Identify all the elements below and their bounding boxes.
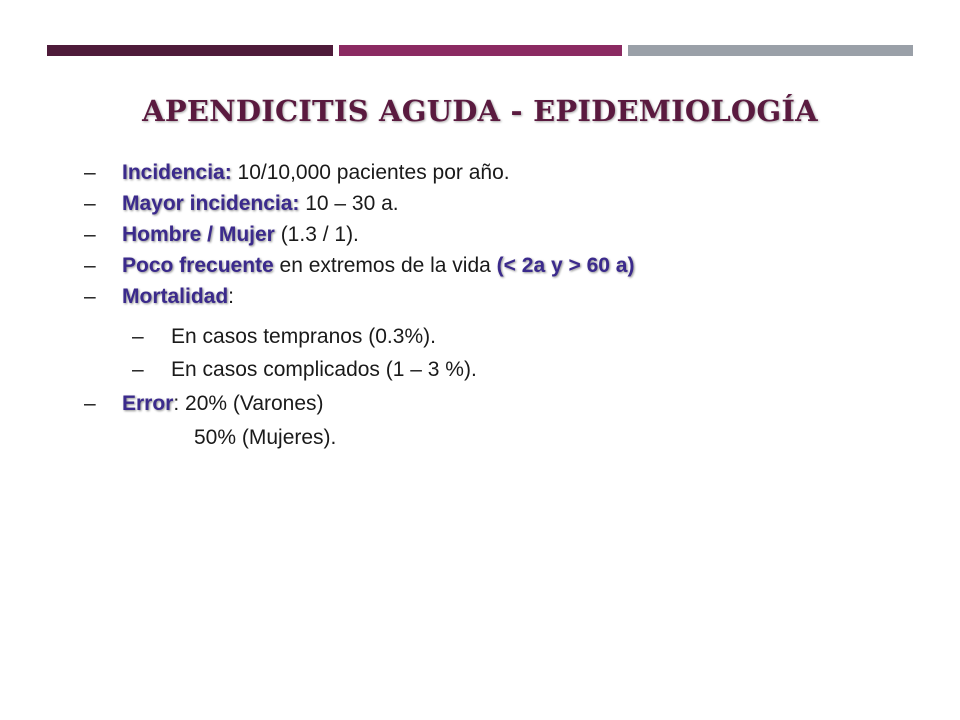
bullet-text: (1.3 / 1).: [274, 223, 359, 246]
bullet-label: Error: [122, 392, 174, 415]
bullet-text: : 20% (Varones): [173, 392, 324, 415]
bullet-label: Hombre / Mujer: [122, 223, 275, 246]
sub-bullet-dash: –: [132, 325, 144, 348]
top-bar-gray: [628, 45, 913, 56]
bullet-label: Poco frecuente: [122, 254, 274, 277]
bullet-age-range: (< 2a y > 60 a): [496, 254, 635, 277]
bullet-content: [122, 188, 399, 220]
decorative-top-bars: [47, 45, 913, 56]
bullet-dash: –: [84, 223, 96, 246]
sub-bullet-text: En casos complicados (1 – 3 %).: [171, 358, 477, 381]
bullet-dash: –: [84, 161, 96, 184]
bullet-label: Mortalidad: [122, 285, 229, 308]
bullet-dash: –: [84, 192, 96, 215]
bullet-content: [122, 281, 234, 313]
slide-title: APENDICITIS AGUDA - EPIDEMIOLOGÍA: [142, 94, 818, 128]
bullet-text: en extremos de la vida: [273, 254, 497, 277]
bullet-content: [122, 157, 510, 189]
bullet-content: [122, 250, 634, 282]
bullet-dash: –: [84, 285, 96, 308]
continuation-text: 50% (Mujeres).: [194, 426, 337, 449]
sub-bullet-dash: –: [132, 358, 144, 381]
bullet-content: [122, 388, 324, 420]
bullet-text: :: [228, 285, 235, 308]
bullet-dash: –: [84, 254, 96, 277]
bullet-label: Incidencia:: [122, 161, 232, 184]
top-bar-magenta: [339, 45, 622, 56]
bullet-label: Mayor incidencia:: [122, 192, 300, 215]
sub-bullet-text: En casos tempranos (0.3%).: [171, 325, 436, 348]
bullet-dash: –: [84, 392, 96, 415]
bullet-content: [122, 219, 359, 251]
bullet-text: 10 – 30 a.: [299, 192, 399, 215]
top-bar-dark-plum: [47, 45, 333, 56]
bullet-text: 10/10,000 pacientes por año.: [231, 161, 510, 184]
